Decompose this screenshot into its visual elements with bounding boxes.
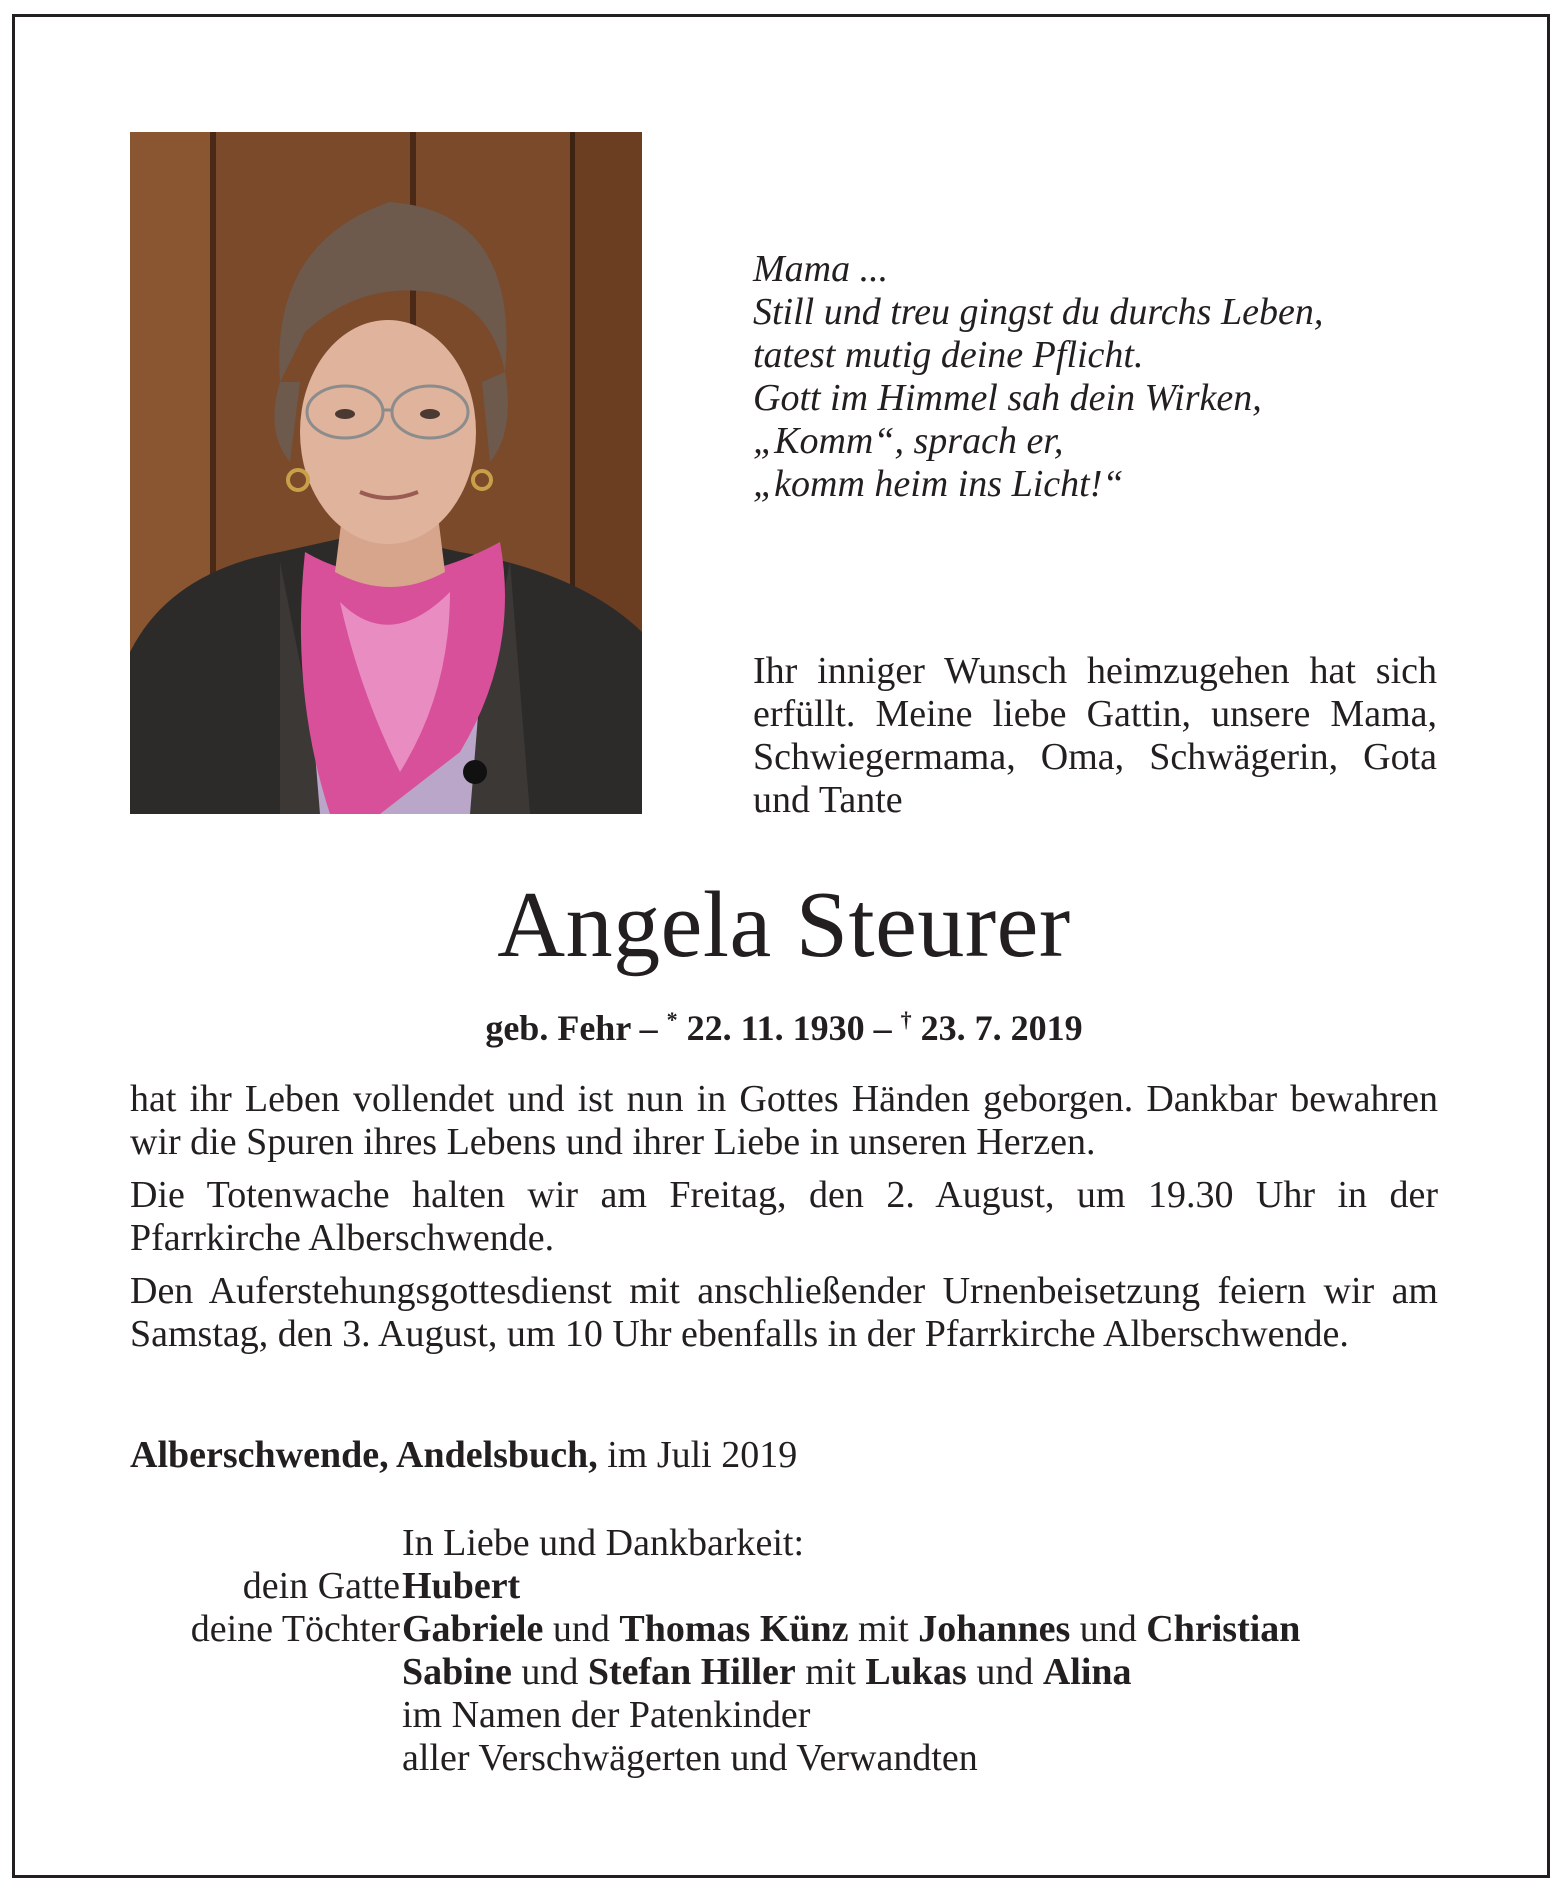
portrait-photo [130,132,642,814]
poem-line: Gott im Himmel sah dein Wirken, [753,377,1262,419]
place-names: Alberschwende, Andelsbuch, [130,1434,598,1476]
connector: und [966,1651,1043,1693]
poem-line: Still und treu gingst du durchs Leben, [753,291,1324,333]
gatte-label: dein Gatte [242,1565,400,1607]
connector: mit [795,1651,866,1693]
godchildren-line: im Namen der Patenkinder [402,1694,811,1736]
family-name: Lukas [865,1651,967,1693]
connector: mit [848,1608,919,1650]
family-line [402,1651,1132,1694]
connector: und [511,1651,588,1693]
connector: und [543,1608,620,1650]
place-date [130,1434,797,1477]
family-name: Sabine [402,1651,512,1693]
deceased-name: Angela Steurer [497,873,1071,977]
family-name: Johannes [918,1608,1071,1650]
poem [753,248,1323,506]
signature-heading: In Liebe und Dankbarkeit: [402,1522,805,1564]
poem-line: „komm heim ins Licht!“ [753,463,1124,505]
poem-line: Mama ... [753,248,889,290]
family-name: Alina [1042,1651,1132,1693]
intro-text: Ihr inniger Wunsch heimzugehen hat sich erfüllt. Meine liebe Gattin, unsere Mama, Schwiegermama, Oma, Schwägerin, Gota und Tante [753,650,1437,821]
toechter-label: deine Töchter [190,1608,400,1650]
family-line [402,1608,1300,1651]
signature-block [0,1522,1568,1780]
maiden-name: geb. Fehr – [485,1008,667,1048]
life-dates [0,998,1568,1050]
body-paragraph-service: Den Auferstehungsgottesdienst mit anschließender Urnenbeisetzung feiern wir am Samstag, den 3. August, um 10 Uhr ebenfalls in der Pfarrkirche Alberschwende. [130,1270,1438,1355]
poem-line: „Komm“, sprach er, [753,420,1064,462]
announcement-body [130,1078,1438,1366]
body-paragraph-wake: Die Totenwache halten wir am Freitag, den 2. August, um 19.30 Uhr in der Pfarrkirche Alberschwende. [130,1174,1438,1259]
poem-line: tatest mutig deine Pflicht. [753,334,1144,376]
connector: und [1070,1608,1147,1650]
birth-symbol: * [666,1007,678,1032]
family-name: Gabriele [402,1608,544,1650]
body-paragraph: hat ihr Leben vollendet und ist nun in Gottes Händen geborgen. Dankbar bewahren wir die Spuren ihres Lebens und ihrer Liebe in unseren Herzen. [130,1078,1438,1163]
family-name: Christian [1146,1608,1301,1650]
family-name: Stefan Hiller [587,1651,796,1693]
gatte-name: Hubert [402,1565,521,1607]
death-date: 23. 7. 2019 [911,1008,1083,1048]
relatives-line: aller Verschwägerten und Verwandten [402,1737,978,1779]
date-text: im Juli 2019 [597,1434,798,1476]
birth-date: 22. 11. 1930 – [677,1008,901,1048]
family-name: Thomas Künz [619,1608,849,1650]
death-symbol: † [900,1007,912,1032]
